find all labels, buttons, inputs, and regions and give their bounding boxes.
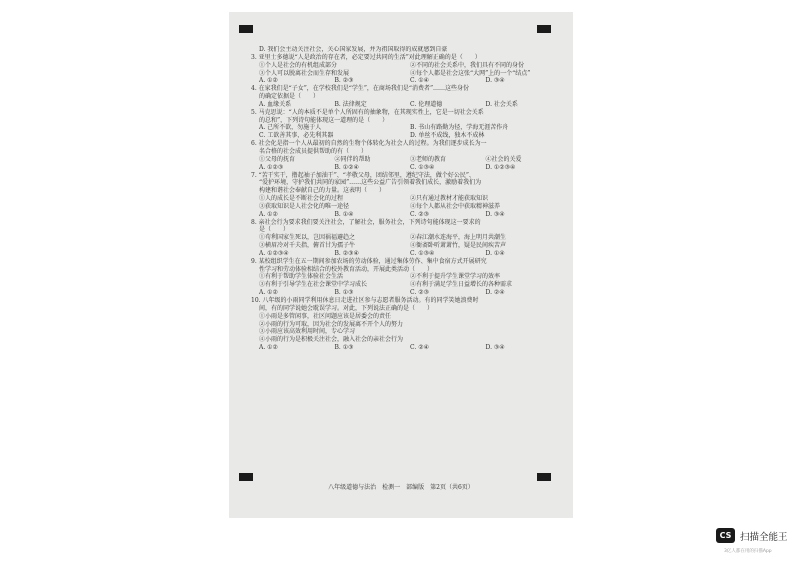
- option-row: [251, 242, 561, 250]
- answer-choice: A. 己所不欲，勿施于人: [259, 124, 322, 132]
- answer-choice: C. ②③: [410, 289, 429, 297]
- option-row: [251, 234, 561, 242]
- scanned-page: [229, 12, 573, 518]
- answer-choice: B. ②③: [334, 77, 354, 85]
- answer-choice: C. ②③: [410, 210, 429, 218]
- question-text: [251, 46, 561, 352]
- answer-choice: B. ①③: [334, 289, 354, 297]
- option: ①有利于帮助学生体验社会生活: [259, 273, 344, 281]
- answer-choice: D. ②④: [485, 289, 505, 297]
- answer-choice: C. ①③④: [410, 163, 435, 171]
- answer-row: [251, 101, 561, 109]
- answer-choice: D. ①④: [485, 249, 505, 257]
- registration-mark: [537, 25, 551, 33]
- question-stem: 6. 社会化是指一个人从最初的自然的生物个体转化为社会人的过程。为我们逐步成长为一: [251, 140, 487, 148]
- option: ①个人是社会的有机组成部分: [259, 61, 338, 69]
- option: ④每个人都从社会中获取精神滋养: [410, 202, 501, 210]
- option: ①小雨是多管闲事，社区问题应该是居委会的责任: [259, 312, 392, 320]
- answer-choice: D. 单丝不成线，独木不成林: [410, 132, 485, 140]
- question-stem: 性学习和劳动体验相结合的校外教育活动，开展此类活动（ ）: [259, 265, 434, 273]
- question-stem: 10. 八年级的小雨同学利用休息日走进社区参与志愿者服务活动。有的同学笑她浪费时: [251, 297, 479, 304]
- camscanner-logo-icon: CS: [716, 528, 735, 543]
- option: ②春江潮水连海平，海上明月共潮生: [410, 234, 507, 242]
- option-row: [251, 281, 561, 289]
- registration-mark: [239, 473, 253, 481]
- question-stem: 9. 某校组织学生在五一期间参加农场的劳动体验，通过集体劳作、集中食宿方式开展研究: [251, 257, 487, 265]
- answer-choice: D. 社会关系: [485, 100, 518, 108]
- option: ④有利于满足学生日益增长的各种需求: [410, 281, 513, 289]
- answer-row: [251, 344, 561, 352]
- answer-choice: D. ①②③④: [485, 163, 516, 171]
- option: ②只有通过教材才能获取知识: [410, 195, 489, 203]
- answer-choice: D. ③④: [485, 344, 505, 352]
- answer-choice: D. ③④: [485, 210, 505, 218]
- answer-choice: D. ③④: [485, 77, 505, 85]
- answer-choice: C. ②④: [410, 344, 429, 352]
- page-footer: 八年级道德与法治 检测一 部编版 第2页（共6页）: [328, 484, 474, 491]
- option-row: [251, 156, 561, 164]
- answer-choice: B. ①③: [334, 344, 354, 352]
- question-stem: 的确定依据是（ ）: [259, 93, 320, 101]
- option: ④小雨的行为是积极关注社会，融入社会的亲社会行为: [259, 336, 404, 344]
- question-stem: 3. 亚里士多德说“人是政治的存在者，必定要过共同的生活”对此理解正确的是（ ）: [251, 53, 481, 61]
- answer-choice: A. ①②: [259, 289, 278, 297]
- question-stem: 4. 在家我们是“子女”，在学校我们是“学生”，在商场我们是“消费者”……这些身份: [251, 85, 470, 93]
- question-stem: 名合格的社会成员提供帮助的有（ ）: [259, 147, 368, 155]
- answer-choice: C. ①④: [410, 77, 429, 85]
- answer-choice: B. ②③④: [334, 249, 359, 257]
- answer-choice: B. 法律规定: [334, 100, 367, 108]
- answer-choice: B. ①②④: [334, 163, 359, 171]
- answer-choice: A. 血缘关系: [259, 100, 292, 108]
- option: ③有利于引导学生在社会课堂中学习成长: [259, 281, 368, 289]
- watermark-tagline: 3亿人都在用的扫描App: [724, 549, 772, 554]
- question-stem: 7. “苦干实干，撸起袖子加油干”、“孝敬父母，团结邻里，遵纪守法，做个好公民”、: [251, 171, 475, 179]
- option: ①父母的抚育: [259, 155, 296, 163]
- answer-choice: C. ①③④: [410, 249, 435, 257]
- question-stem: 8. 亲社会行为要求我们要关注社会，了解社会，服务社会，下列诗句能体现这一要求的: [251, 218, 481, 226]
- answer-row: [251, 132, 561, 140]
- answer-choice: A. ①②③: [259, 163, 284, 171]
- answer-choice: B. ①④: [334, 210, 354, 218]
- answer-choice: A. ①②: [259, 210, 278, 218]
- question-stem: “爱护环境，守护我们共同的家园”……这些公益广告引领着我们成长，激励着我们为: [259, 179, 482, 187]
- option: ④每个人都是社会这张“大网”上的一个“结点”: [410, 69, 531, 77]
- option-row: [251, 203, 561, 211]
- registration-mark: [239, 25, 253, 33]
- option: ③获取知识是人社会化的唯一途径: [259, 202, 350, 210]
- option: ③横眉冷对千夫指，俯首甘为孺子牛: [259, 242, 356, 250]
- watermark-brand: 扫描全能王: [740, 532, 788, 543]
- question-stem: 间，有的同学说她会耽误学习。对此，下列说法正确的是（ ）: [259, 304, 434, 312]
- answer-choice: A. ①②: [259, 77, 278, 85]
- option: ②小雨的行为可取，因为社会的发展离不开个人的努力: [259, 320, 404, 328]
- answer-row: [251, 211, 561, 219]
- question-stem: 5. 马克思说：“人的本质不是单个人所固有的抽象物，在其现实性上，它是一切社会关系: [251, 108, 484, 116]
- answer-choice: A. ①②: [259, 344, 278, 352]
- option-row: [251, 62, 561, 70]
- question-stem: 构建和谐社会奉献自己的力量。这表明（ ）: [259, 187, 386, 195]
- answer-choice: C. 工欲善其事，必先利其器: [259, 132, 334, 140]
- answer-choice: C. 伦理道德: [410, 100, 443, 108]
- option: ③老师的教育: [410, 155, 447, 163]
- answer-row: [251, 250, 561, 258]
- option: ③个人可以脱离社会而生存和发展: [259, 69, 350, 77]
- answer-row: [251, 289, 561, 297]
- option: ④社会的关爱: [485, 155, 522, 163]
- option: ②不同的社会关系中，我们具有不同的身份: [410, 61, 525, 69]
- option-row: [251, 195, 561, 203]
- question-stem: 的总和”，下列诗句能体现这一道理的是（ ）: [259, 116, 389, 124]
- answer-choice: A. ①②③④: [259, 249, 289, 257]
- option: ①人的成长是不断社会化的过程: [259, 195, 344, 203]
- answer-row: [251, 164, 561, 172]
- option: ④衙斋卧听萧萧竹，疑是民间疾苦声: [410, 242, 507, 250]
- option: ③小雨应该高效利用时间，专心学习: [259, 328, 356, 336]
- registration-mark: [537, 473, 551, 481]
- option-row: [251, 70, 561, 78]
- option: ①苟利国家生死以，岂因祸福避趋之: [259, 234, 356, 242]
- question-stem: 是（ ）: [259, 226, 290, 234]
- answer-choice: B. 书山有路勤为径，学海无涯苦作舟: [410, 124, 509, 132]
- option: ②同伴的帮助: [334, 155, 371, 163]
- option-line: D. 我们会主动关注社会，关心国家发展，并为祖国取得的成就感到自豪: [259, 46, 448, 53]
- option: ②不利于提升学生课堂学习的效率: [410, 273, 501, 281]
